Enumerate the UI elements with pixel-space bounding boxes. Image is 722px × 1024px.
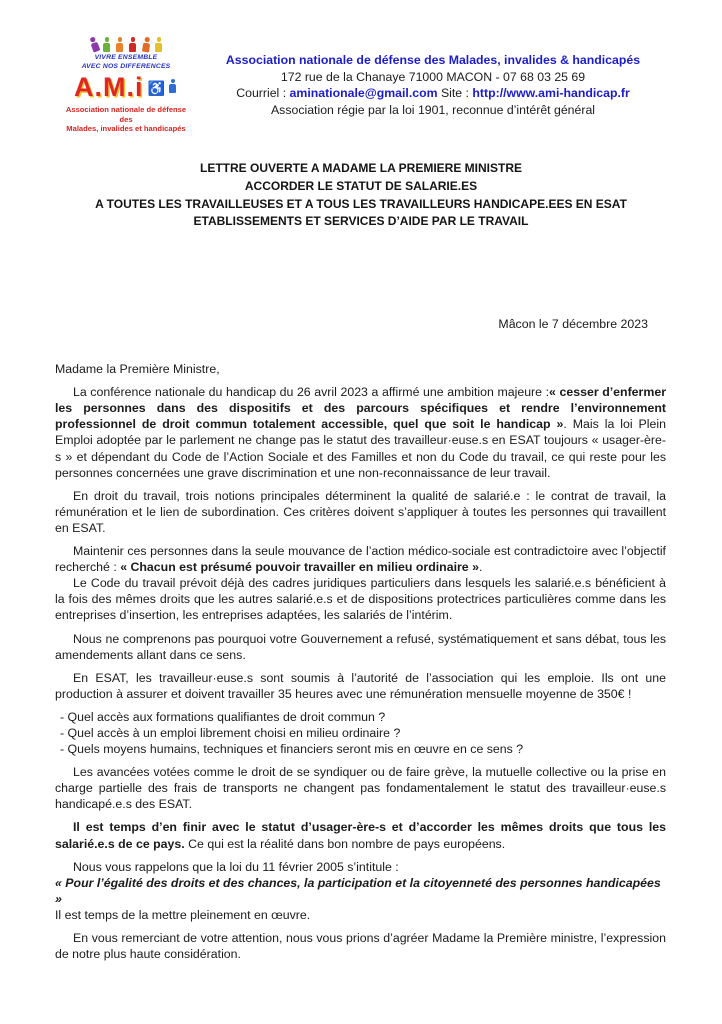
paragraph-text-run: - Quel accès à un emploi librement choisi en milieu ordinaire ? xyxy=(60,725,401,740)
person-figure-icon xyxy=(116,37,124,52)
person-figure-icon xyxy=(169,79,178,97)
logo-motto-line2: AVEC NOS DIFFERENCES xyxy=(81,62,171,70)
logo-motto-line1: VIVRE ENSEMBLE xyxy=(94,54,158,61)
organization-name: Association nationale de défense des Malades, invalides & handicapés xyxy=(225,53,641,67)
paragraph-text-run: Nous vous rappelons que la loi du 11 février 2005 s’intitule : xyxy=(73,859,399,874)
paragraph-text-run: Il est temps de la mettre pleinement en œuvre. xyxy=(55,907,311,922)
letter-paragraph xyxy=(55,709,666,725)
paragraph-text-run: En ESAT, les travailleur·euse.s sont soumis à l’autorité de l’association qui les emploie. Ils ont une production à assurer et doivent travailler 35 heures avec une rémunération mensuelle moyenne de 350€ ! xyxy=(55,670,666,701)
organization-address: 172 rue de la Chanaye 71000 MACON - 07 68 03 25 69 xyxy=(280,69,586,84)
site-label: Site : xyxy=(437,86,473,101)
salutation: Madame la Première Ministre, xyxy=(55,362,220,377)
letter-paragraph xyxy=(55,670,666,702)
logo-acronym: A.M.i xyxy=(74,72,144,102)
title-line-3: A TOUTES LES TRAVAILLEUSES ET A TOUS LES TRAVAILLEURS HANDICAPE.EES EN ESAT xyxy=(95,196,627,211)
paragraph-text-run: Nous ne comprenons pas pourquoi votre Gouvernement a refusé, systématiquement et sans débat, tous les amendements allant dans ce sens. xyxy=(55,631,666,662)
organization-logo xyxy=(62,34,190,142)
letter-paragraph xyxy=(55,725,666,741)
paragraph-text-run: La conférence nationale du handicap du 26 avril 2023 a affirmé une ambition majeure : xyxy=(73,385,550,400)
letter-paragraph xyxy=(55,384,666,481)
letter-paragraph xyxy=(55,859,666,875)
paragraph-text-run: En vous remerciant de votre attention, nous vous prions d’agréer Madame la Première ministre, l’expression de notre plus haute considération. xyxy=(55,931,666,962)
paragraph-text-run: Maintenir ces personnes dans la seule mouvance de l’action médico-sociale est contradictoire avec l’objectif recherché : xyxy=(55,544,666,575)
contact-line xyxy=(196,85,670,102)
letter-paragraph xyxy=(55,764,666,812)
letter-paragraph xyxy=(55,488,666,536)
paragraph-text-run: Il est temps d’en finir avec le statut d’usager-ère-s et d’accorder les mêmes droits que tous les salarié.e.s de ce pays. xyxy=(55,820,666,851)
logo-people-figures xyxy=(62,34,190,52)
paragraph-text-run: . Mais la loi Plein Emploi adoptée par le parlement ne change pas le statut des travailleur·euse.s en ESAT toujours « usager-ère-s » et dépendant du Code de l’Action Sociale et des Familles et non du Code du travail, ce qui reste pour les personnes concernées une grave discrimination et une non-reconnaissance de leur travail. xyxy=(55,417,667,480)
paragraph-text-run: « Chacun est présumé pouvoir travailler en milieu ordinaire » xyxy=(120,560,479,575)
title-line-4: ETABLISSEMENTS ET SERVICES D’AIDE PAR LE TRAVAIL xyxy=(193,214,529,229)
logo-caption xyxy=(62,105,190,134)
letter-paragraph xyxy=(55,543,666,575)
paragraph-text-run: Ce qui est la réalité dans bon nombre de pays européens. xyxy=(184,836,506,851)
date-line: Mâcon le 7 décembre 2023 xyxy=(498,317,648,331)
letter-title xyxy=(40,160,682,231)
logo-caption-line1: Association nationale de défense des xyxy=(65,105,187,124)
logo-motto xyxy=(62,54,190,71)
title-line-1: LETTRE OUVERTE A MADAME LA PREMIERE MINISTRE xyxy=(199,161,522,175)
paragraph-text-run: « Pour l’égalité des droits et des chances, la participation et la citoyenneté des personnes handicapées » xyxy=(55,875,661,906)
letter-paragraph xyxy=(55,631,666,663)
letter-paragraph xyxy=(55,575,666,623)
letter-body xyxy=(55,316,666,962)
wheelchair-icon: ♿ xyxy=(147,79,165,96)
paragraph-text-run: Le Code du travail prévoit déjà des cadres juridiques particuliers dans lesquels les salarié.e.s bénéficient à la fois des mêmes droits que les autres salarié.e.s et de dispositions protectrices particulières comme dans les entreprises d’insertion, les entreprises adaptées, les salariés de l’intérim. xyxy=(55,576,666,623)
logo-main-row xyxy=(62,74,190,101)
letter-paragraph xyxy=(55,875,666,907)
person-figure-icon xyxy=(155,37,163,52)
title-line-2: ACCORDER LE STATUT DE SALARIE.ES xyxy=(244,178,478,193)
person-figure-icon xyxy=(129,37,137,52)
paragraphs-container xyxy=(55,384,666,962)
website-link[interactable]: http://www.ami-handicap.fr xyxy=(472,86,630,101)
paragraph-text-run: Les avancées votées comme le droit de se syndiquer ou de faire grève, la mutuelle collective ou la prise en charge partielle des frais de transports ne changent pas fondamentalement le statut des travailleur·euse.s handicapé.e.s des ESAT. xyxy=(55,765,666,812)
letter-paragraph xyxy=(55,930,666,962)
letter-paragraph xyxy=(55,741,666,757)
email-label: Courriel : xyxy=(236,86,290,101)
paragraph-text-run: - Quel accès aux formations qualifiantes de droit commun ? xyxy=(60,709,386,724)
person-figure-icon xyxy=(103,37,111,52)
paragraph-text-run: « cesser d’enfermer les personnes dans des dispositifs et des parcours spécifiques et rendre l’environnement professionnel de droit commun totalement accessible, quel que soit le handicap » xyxy=(55,385,666,432)
legal-status-line: Association régie par la loi 1901, reconnue d’intérêt général xyxy=(270,102,596,117)
paragraph-text-run: - Quels moyens humains, techniques et financiers seront mis en œuvre en ce sens ? xyxy=(60,742,524,757)
paragraph-text-run: En droit du travail, trois notions principales déterminent la qualité de salarié.e : le contrat de travail, la rémunération et le lien de subordination. Ces critères doivent s’appliquer à toutes les personnes qui travaillent en ESAT. xyxy=(55,488,666,535)
paragraph-text-run: . xyxy=(478,560,483,575)
letterhead xyxy=(196,52,670,118)
person-figure-icon xyxy=(140,37,150,53)
letter-paragraph xyxy=(55,907,666,923)
letter-paragraph xyxy=(55,819,666,851)
email-link[interactable]: aminationale@gmail.com xyxy=(289,86,438,101)
person-figure-icon xyxy=(87,36,100,53)
logo-caption-line2: Malades, invalides et handicapés xyxy=(66,124,186,133)
